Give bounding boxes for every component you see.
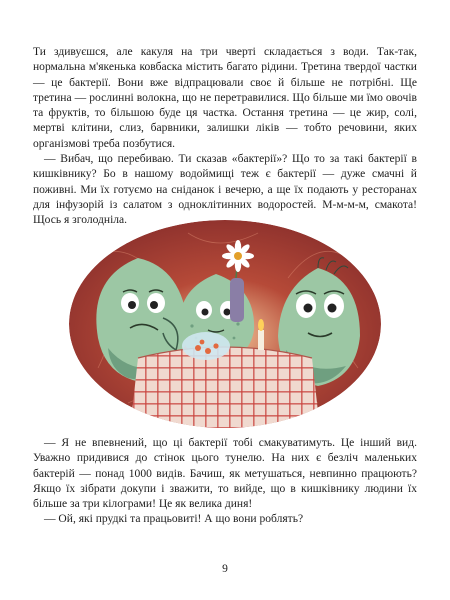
paragraph: — Вибач, що перебиваю. Ти сказав «бактерії»? Що то за такі бактерії в кишківнику? Бо в нашому водоймищі теж є бактерії — дуже смачні й поживні. Ми їх готуємо на сніданок і вечерю, а ще їх подають у ресторанах для інфузорій із салатом з одноклітинних водоростей. М-м-м-м, смакота! Щось я зголодніла. (33, 153, 417, 227)
bowl (182, 332, 230, 360)
table-with-tablecloth (130, 347, 320, 430)
paragraph: — Я не впевнений, що ці бактерії тобі смакуватимуть. Це інший вид. Уважно придивися до стінок цього тунелю. На них є безліч маленьких бактерій — понад 1000 видів. Бачиш, як метушаться, невпинно працюють? Якщо їх зібрати докупи і зважити, то вийде, що в кишківнику людини їх більше за три кілограми! Це як велика диня! (33, 437, 417, 511)
candle (258, 319, 264, 350)
paragraph: Ти здивуєшся, але какуля на три чверті складається з води. Так-так, нормальна м'якенька ковбаска містить багато рідини. Третина твердої частки — це бактерії. Вони вже відпрацювали своє й більше не потрібні. Ще третина — рослинні волокна, що не перетравилися. Що більше ми їмо овочів та фруктів, то більшою буде ця частка. Остання третина — це жир, солі, мертві клітини, слиз, барвники, залишки ліків — тобто речовини, яких організмові треба позбутися. (33, 46, 417, 150)
illustration-svg (68, 218, 382, 430)
illustration (68, 218, 382, 430)
page-number: 9 (222, 563, 228, 575)
text-block-top (33, 45, 417, 229)
text-block-bottom (33, 436, 417, 528)
paragraph: — Ой, які прудкі та працьовиті! А що вони роблять? (44, 513, 304, 526)
